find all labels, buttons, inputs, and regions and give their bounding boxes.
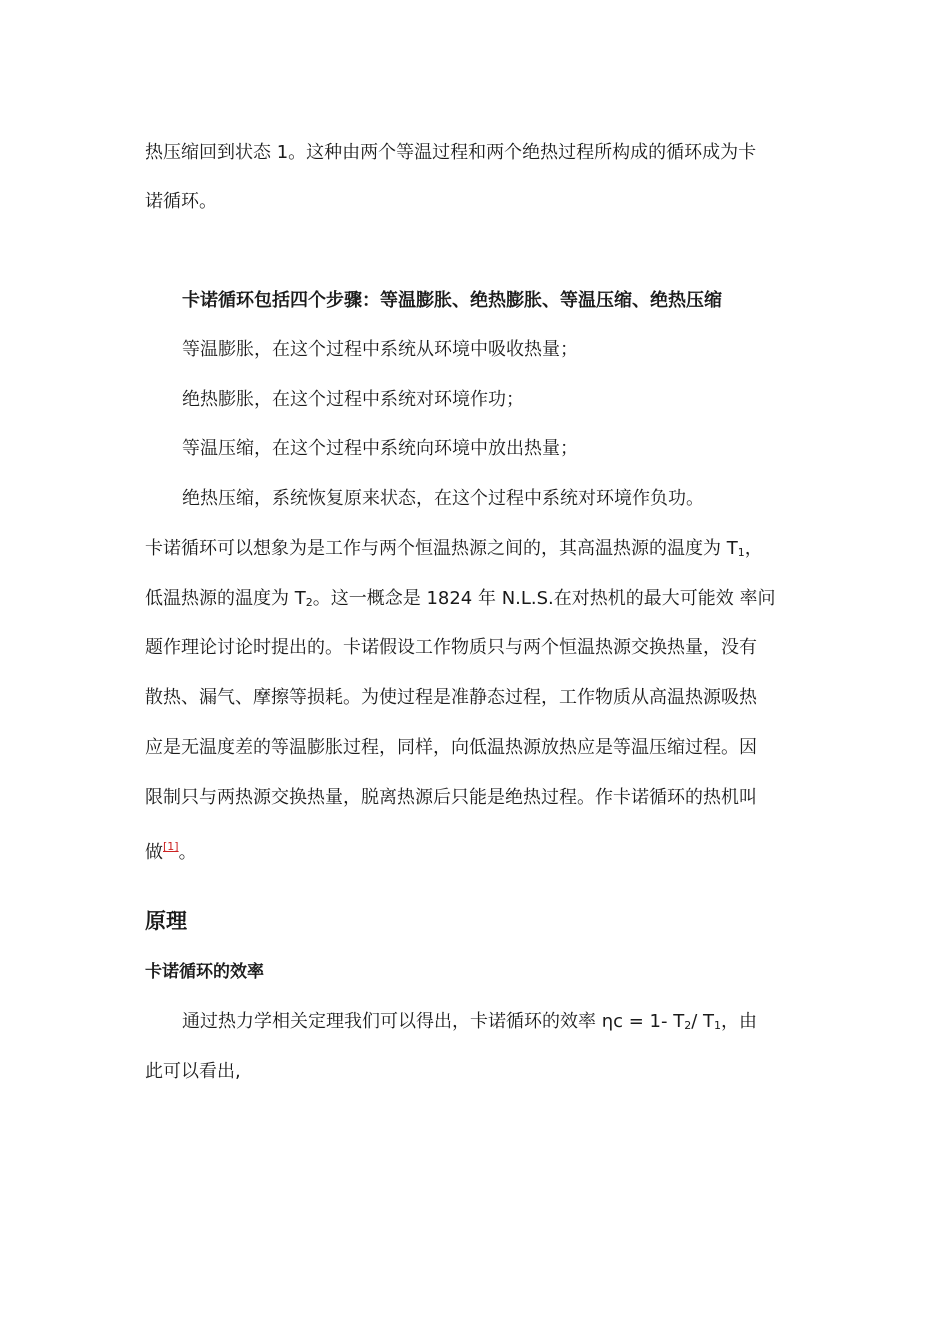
intro-line-1: 热压缩回到状态 1。这种由两个等温过程和两个绝热过程所构成的循环成为卡 (145, 142, 757, 163)
principle-line-2: 此可以看出, (145, 1061, 241, 1082)
description-line-1: 卡诺循环可以想象为是工作与两个恒温热源之间的，其高温热源的温度为 T1， (145, 538, 763, 559)
subsection-heading: 卡诺循环的效率 (145, 962, 264, 982)
description-line-6: 限制只与两热源交换热量，脱离热源后只能是绝热过程。作卡诺循环的热机叫 (145, 787, 757, 808)
subscript: 1 (737, 546, 745, 559)
step-item-2: 绝热膨胀，在这个过程中系统对环境作功； (182, 389, 524, 410)
subscript: 1 (714, 1019, 721, 1032)
description-line-2: 低温热源的温度为 T2。这一概念是 1824 年 N.L.S.在对热机的最大可能效 率问 (145, 588, 776, 609)
description-line-5: 应是无温度差的等温膨胀过程，同样，向低温热源放热应是等温压缩过程。因 (145, 737, 757, 758)
subscript: 2 (305, 596, 313, 609)
subscript: 2 (684, 1019, 692, 1032)
reference-link[interactable]: [1] (163, 840, 179, 853)
step-item-4: 绝热压缩，系统恢复原来状态，在这个过程中系统对环境作负功。 (182, 488, 704, 509)
step-item-1: 等温膨胀，在这个过程中系统从环境中吸收热量； (182, 339, 578, 360)
steps-heading: 卡诺循环包括四个步骤：等温膨胀、绝热膨胀、等温压缩、绝热压缩 (182, 290, 722, 311)
intro-line-2: 诺循环。 (145, 191, 217, 212)
description-line-4: 散热、漏气、摩擦等损耗。为使过程是准静态过程，工作物质从高温热源吸热 (145, 687, 757, 708)
principle-line-1: 通过热力学相关定理我们可以得出，卡诺循环的效率 ηc = 1- T2/ T1，由 (182, 1011, 757, 1032)
description-line-7: 做[1]。 (145, 840, 197, 863)
description-line-3: 题作理论讨论时提出的。卡诺假设工作物质只与两个恒温热源交换热量，没有 (145, 637, 757, 658)
section-heading: 原理 (145, 909, 187, 933)
step-item-3: 等温压缩，在这个过程中系统向环境中放出热量； (182, 438, 578, 459)
